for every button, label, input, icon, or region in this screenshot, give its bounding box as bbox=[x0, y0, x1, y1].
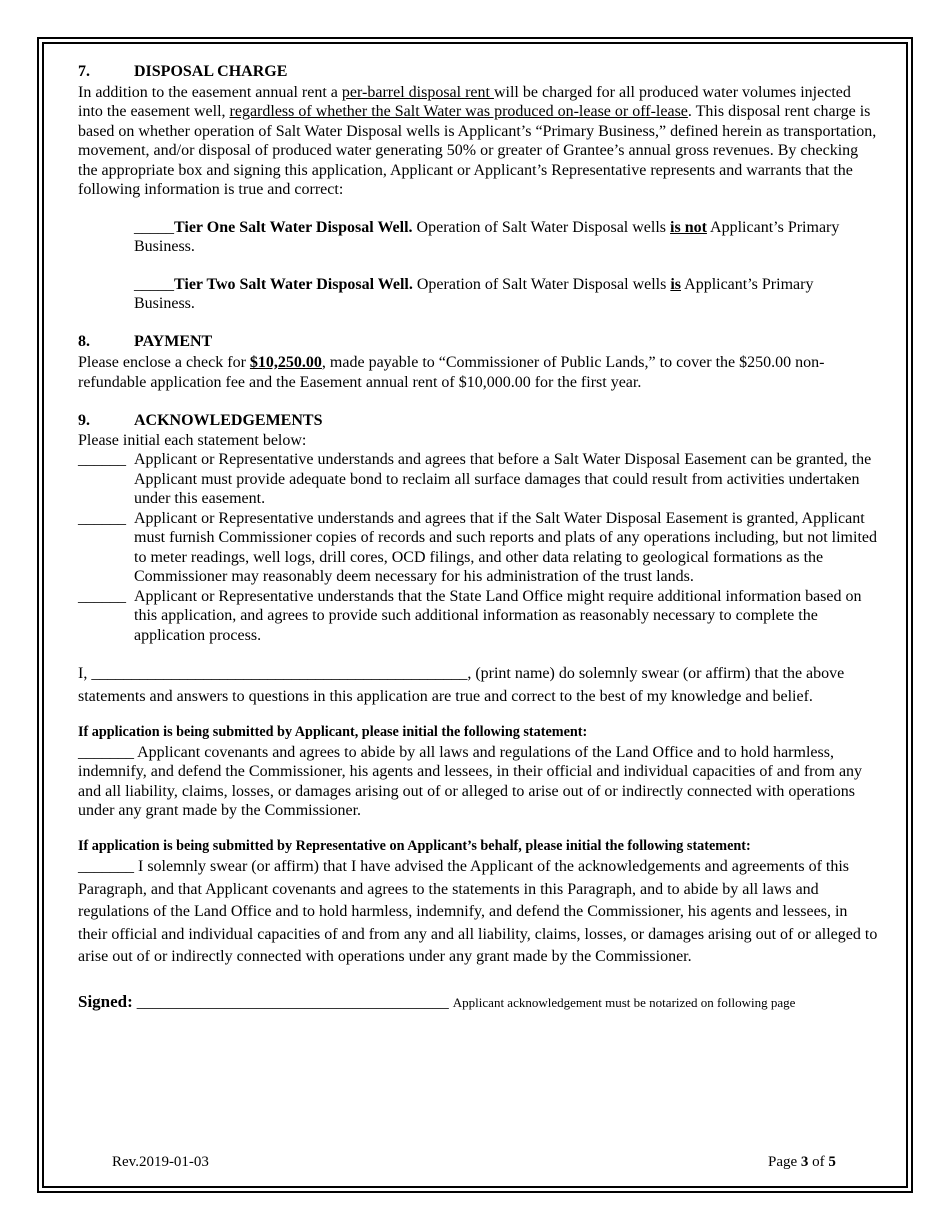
section-7-number: 7. bbox=[78, 63, 90, 80]
checkbox-blank[interactable]: _____ bbox=[134, 218, 174, 236]
text-run: Applicant covenants and agrees to abide by all laws and regulations of the Land Office and to hold harmless, indemnify, and defend the Commissioner, his agents and lessees, in their official and individual capacities of and from any and all liability, claims, losses, or damages arising out of or alleged to arise out of or indirectly connected with operations under any grant made by the Commissioner. bbox=[78, 743, 863, 819]
payment-amount: $10,250.00 bbox=[249, 354, 322, 371]
section-9-title: ACKNOWLEDGEMENTS bbox=[134, 412, 323, 429]
tier-two-label: Tier Two Salt Water Disposal Well. bbox=[174, 275, 413, 293]
tier-one-option[interactable] bbox=[134, 218, 878, 257]
text-run: Page bbox=[768, 1154, 801, 1170]
acknowledgement-text: Applicant or Representative understands and agrees that if the Salt Water Disposal Easement is granted, Applicant must furnish Commissioner copies of records and such reports and plats of any operations including, but not limited to meter readings, well logs, drill cores, OCD filings, and other data relating to geological formations as the Commissioner may reasonably deem necessary for his administration of the trust lands. bbox=[134, 509, 877, 585]
tier-two-option[interactable] bbox=[134, 275, 878, 314]
initial-blank[interactable]: _______ bbox=[78, 743, 134, 761]
text-run: , (print name) do solemnly swear (or affirm) that the above statements and answers to questions in this application are true and correct to the best of my knowledge and belief. bbox=[78, 665, 845, 705]
section-9 bbox=[78, 411, 878, 645]
revision-label: Rev.2019-01-03 bbox=[112, 1154, 209, 1170]
text-run: I solemnly swear (or affirm) that I have advised the Applicant of the acknowledgements and agreements of this Paragraph, and that Applicant covenants and agrees to the statements in this Paragraph, and to abide by all laws and regulations of the Land Office and to hold harmless, indemnify, and defend the Commissioner, his agents and lessees, in their official and individual capacities of and from any and all liability, claims, losses, or damages arising out of or alleged to arise out of or indirectly connected with operations under any grant made by the Commissioner. bbox=[78, 858, 878, 965]
text-run: Operation of Salt Water Disposal wells bbox=[412, 218, 671, 236]
initial-blank[interactable]: ______ bbox=[78, 587, 126, 605]
acknowledgement-text: Applicant or Representative understands that the State Land Office might require additional information based on this application, and agrees to provide such additional information as reasonably necessary to complete the application process. bbox=[134, 587, 862, 644]
initial-blank[interactable]: ______ bbox=[78, 451, 126, 468]
text-run: Operation of Salt Water Disposal wells bbox=[412, 275, 671, 293]
text-run: . This disposal rent charge is based on whether operation of Salt Water Disposal wells is Applicant’s “Primary Business,” defined herein as transportation, movement, and/or disposal of produced water generating 50% or greater of Grantee’s annual gross revenues. By checking the appropriate box and signing this application, Applicant or Applicant’s Representative represents and warrants that the following information is true and correct: bbox=[78, 103, 877, 198]
checkbox-blank[interactable]: _____ bbox=[134, 275, 174, 293]
underlined-text: per-barrel disposal rent bbox=[341, 83, 494, 101]
document-body bbox=[78, 62, 878, 1012]
applicant-statement-heading: If application is being submitted by Applicant, please initial the following statement: bbox=[78, 724, 588, 740]
section-9-heading bbox=[78, 411, 878, 431]
section-8-heading bbox=[78, 332, 878, 352]
text-run: Applicant’s Primary Business. bbox=[134, 275, 814, 312]
acknowledgement-item-2 bbox=[78, 509, 878, 587]
total-pages: 5 bbox=[828, 1154, 836, 1170]
text-run: , made payable to “Commissioner of Public Lands,” to cover the $250.00 non-refundable application fee and the Easement annual rent of $10,000.00 for the first year. bbox=[78, 354, 825, 391]
section-8-number: 8. bbox=[78, 332, 90, 350]
text-run: will be charged for all produced water volumes injected into the easement well, bbox=[78, 83, 851, 120]
applicant-statement bbox=[78, 723, 878, 821]
oath-statement bbox=[78, 663, 878, 708]
signed-label: Signed: bbox=[78, 991, 133, 1011]
current-page: 3 bbox=[800, 1154, 809, 1170]
representative-statement-text bbox=[78, 856, 878, 969]
section-7-title: DISPOSAL CHARGE bbox=[134, 63, 288, 80]
emphasis-text: is bbox=[670, 275, 682, 293]
acknowledgement-item-3 bbox=[78, 587, 878, 646]
tier-one-label: Tier One Salt Water Disposal Well. bbox=[174, 218, 413, 236]
text-run: Please enclose a check for bbox=[78, 354, 250, 371]
notarize-note: Applicant acknowledgement must be notarized on following page bbox=[452, 994, 796, 1010]
text-run: Applicant’s Primary Business. bbox=[134, 218, 840, 255]
section-9-number: 9. bbox=[78, 412, 90, 429]
representative-statement-heading: If application is being submitted by Representative on Applicant’s behalf, please initial the following statement: bbox=[78, 837, 751, 854]
page-number bbox=[768, 1153, 836, 1173]
initial-blank[interactable]: ______ bbox=[78, 509, 126, 527]
section-8-title: PAYMENT bbox=[134, 332, 213, 350]
section-8 bbox=[78, 332, 878, 393]
signature-blank[interactable]: _______________________________________ bbox=[136, 993, 449, 1011]
acknowledgements-intro: Please initial each statement below: bbox=[78, 431, 307, 449]
emphasis-text: is not bbox=[670, 218, 707, 236]
text-run: I, bbox=[78, 665, 92, 682]
text-run: of bbox=[808, 1154, 829, 1170]
text-run: In addition to the easement annual rent a bbox=[78, 83, 342, 101]
representative-statement bbox=[78, 837, 878, 969]
underlined-text: regardless of whether the Salt Water was produced on-lease or off-lease bbox=[229, 103, 688, 120]
section-7-heading bbox=[78, 62, 878, 82]
initial-blank[interactable]: _______ bbox=[78, 858, 134, 875]
section-7-paragraph bbox=[78, 83, 878, 200]
print-name-blank[interactable]: _______________________________________________ bbox=[91, 665, 468, 682]
signature-line bbox=[78, 992, 878, 1013]
acknowledgement-item-1 bbox=[78, 450, 878, 509]
payment-paragraph bbox=[78, 353, 878, 392]
section-7 bbox=[78, 62, 878, 314]
applicant-statement-text bbox=[78, 743, 878, 821]
acknowledgement-text: Applicant or Representative understands and agrees that before a Salt Water Disposal Easement can be granted, the Applicant must provide adequate bond to reclaim all surface damages that could result from activities undertaken under this easement. bbox=[134, 451, 872, 507]
